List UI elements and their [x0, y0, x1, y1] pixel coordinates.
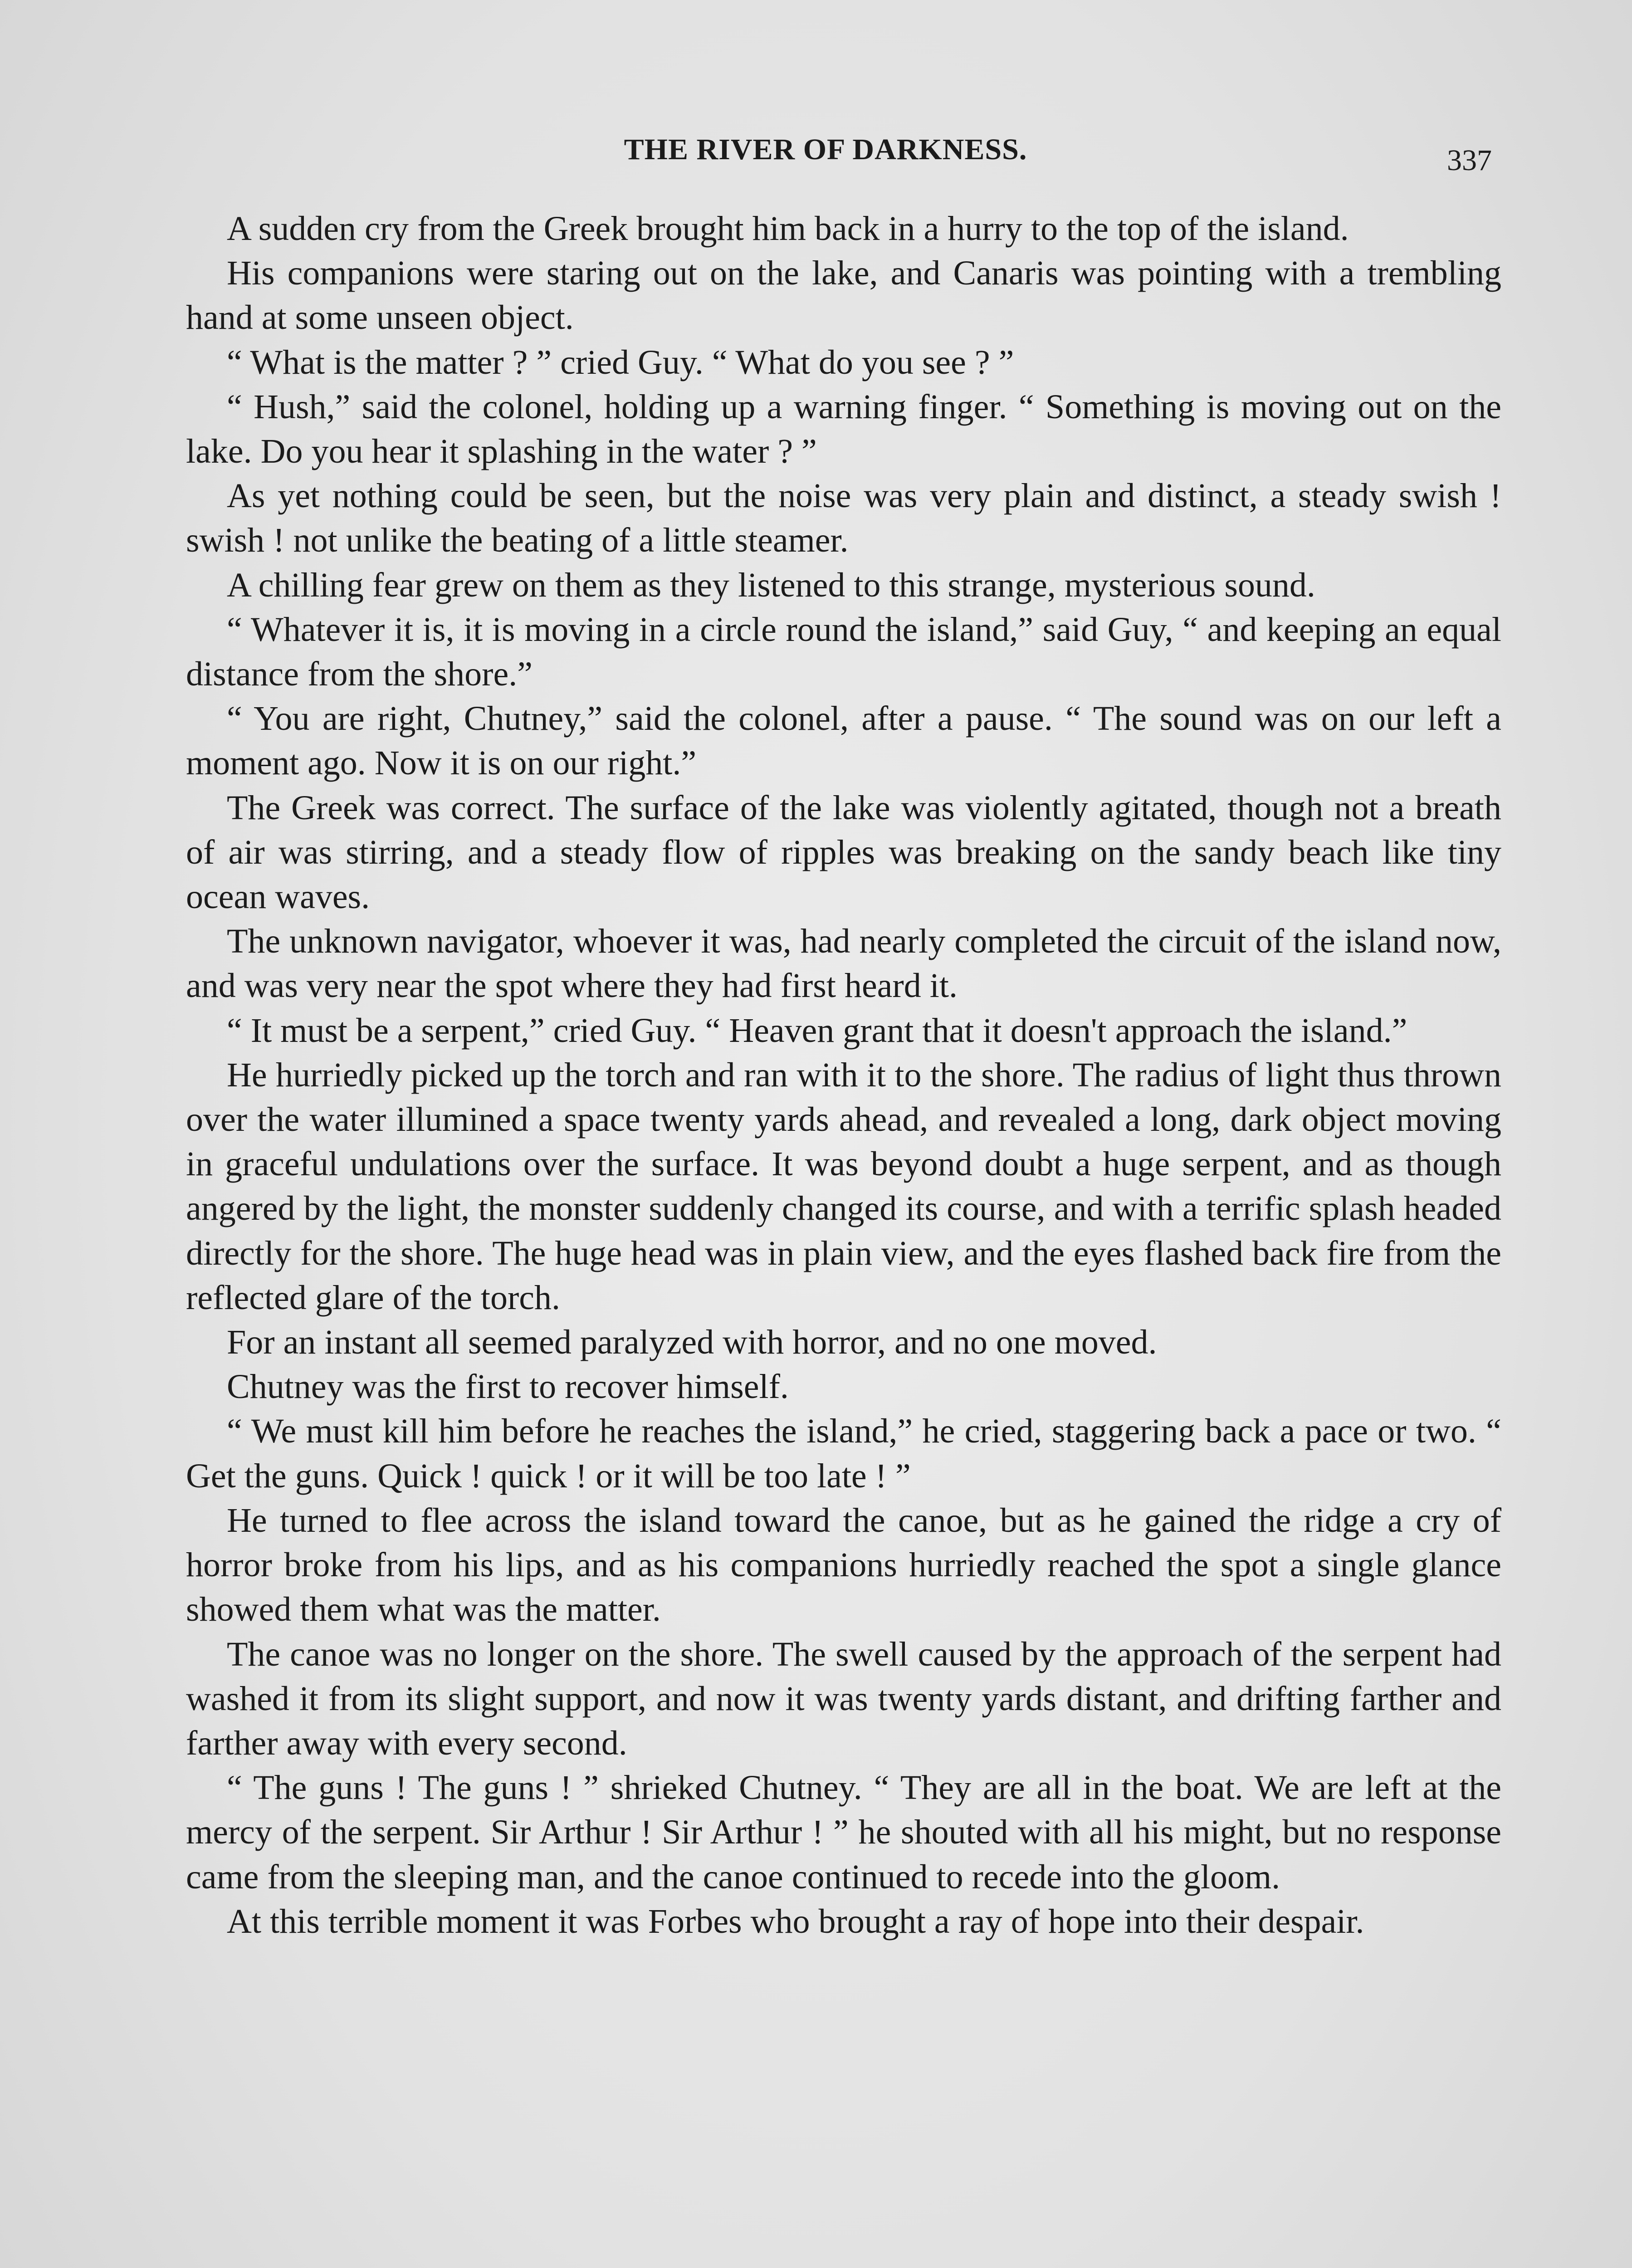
paragraph: A chilling fear grew on them as they listened to this strange, mysterious sound. — [227, 566, 1315, 604]
paragraph: “ The guns ! The guns ! ” shrieked Chutney. “ They are all in the boat. We are left at the mercy of the serpent. Sir Arthur ! Sir Arthur ! ” he shouted with all his might, but no response came from the sleeping man, and the canoe continued to recede into the gloom. — [186, 1769, 1501, 1896]
paragraph: “ Whatever it is, it is moving in a circle round the island,” said Guy, “ and keeping an equal distance from the shore.” — [186, 610, 1501, 694]
paragraph: “ Hush,” said the colonel, holding up a warning finger. “ Something is moving out on the lake. Do you hear it splashing in the water ? ” — [186, 387, 1501, 471]
paragraph: At this terrible moment it was Forbes who brought a ray of hope into their despair. — [227, 1902, 1364, 1941]
paragraph: The unknown navigator, whoever it was, had nearly completed the circuit of the island now, and was very near the spot where they had first heard it. — [186, 922, 1501, 1005]
paragraph: He turned to flee across the island toward the canoe, but as he gained the ridge a cry of horror broke from his lips, and as his companions hurriedly reached the spot a single glance showed them what was the matter. — [186, 1501, 1501, 1629]
paragraph: “ You are right, Chutney,” said the colonel, after a pause. “ The sound was on our left a moment ago. Now it is on our right.” — [186, 699, 1501, 782]
paragraph: The Greek was correct. The surface of the lake was violently agitated, though not a breath of air was stirring, and a steady flow of ripples was breaking on the sandy beach like tiny ocean waves. — [186, 788, 1501, 916]
running-title: THE RIVER OF DARKNESS. — [624, 133, 1027, 166]
body-text — [186, 206, 1501, 1944]
paragraph: “ What is the matter ? ” cried Guy. “ What do you see ? ” — [227, 343, 1014, 381]
paragraph: “ It must be a serpent,” cried Guy. “ Heaven grant that it doesn't approach the island.” — [227, 1011, 1407, 1050]
paragraph: A sudden cry from the Greek brought him back in a hurry to the top of the island. — [227, 210, 1349, 248]
page-number: 337 — [1447, 144, 1492, 177]
paragraph: He hurriedly picked up the torch and ran with it to the shore. The radius of light thus thrown over the water illumined a space twenty yards ahead, and revealed a long, dark object moving in graceful undulations over the surface. It was beyond doubt a huge serpent, and as though angered by the light, the monster suddenly changed its course, and with a terrific splash headed directly for the shore. The huge head was in plain view, and the eyes flashed back fire from the reflected glare of the torch. — [186, 1056, 1501, 1317]
paragraph: The canoe was no longer on the shore. The swell caused by the approach of the serpent had washed it from its slight support, and now it was twenty yards distant, and drifting farther and farther away with every second. — [186, 1635, 1501, 1762]
paragraph: For an instant all seemed paralyzed with horror, and no one moved. — [227, 1323, 1157, 1362]
paragraph: His companions were staring out on the lake, and Canaris was pointing with a trembling hand at some unseen object. — [186, 254, 1501, 337]
paragraph: “ We must kill him before he reaches the island,” he cried, staggering back a pace or two. “ Get the guns. Quick ! quick ! or it will be too late ! ” — [186, 1412, 1501, 1495]
paragraph: Chutney was the first to recover himself. — [227, 1368, 789, 1406]
paragraph: As yet nothing could be seen, but the noise was very plain and distinct, a steady swish ! swish ! not unlike the beating of a little steamer. — [186, 477, 1501, 560]
